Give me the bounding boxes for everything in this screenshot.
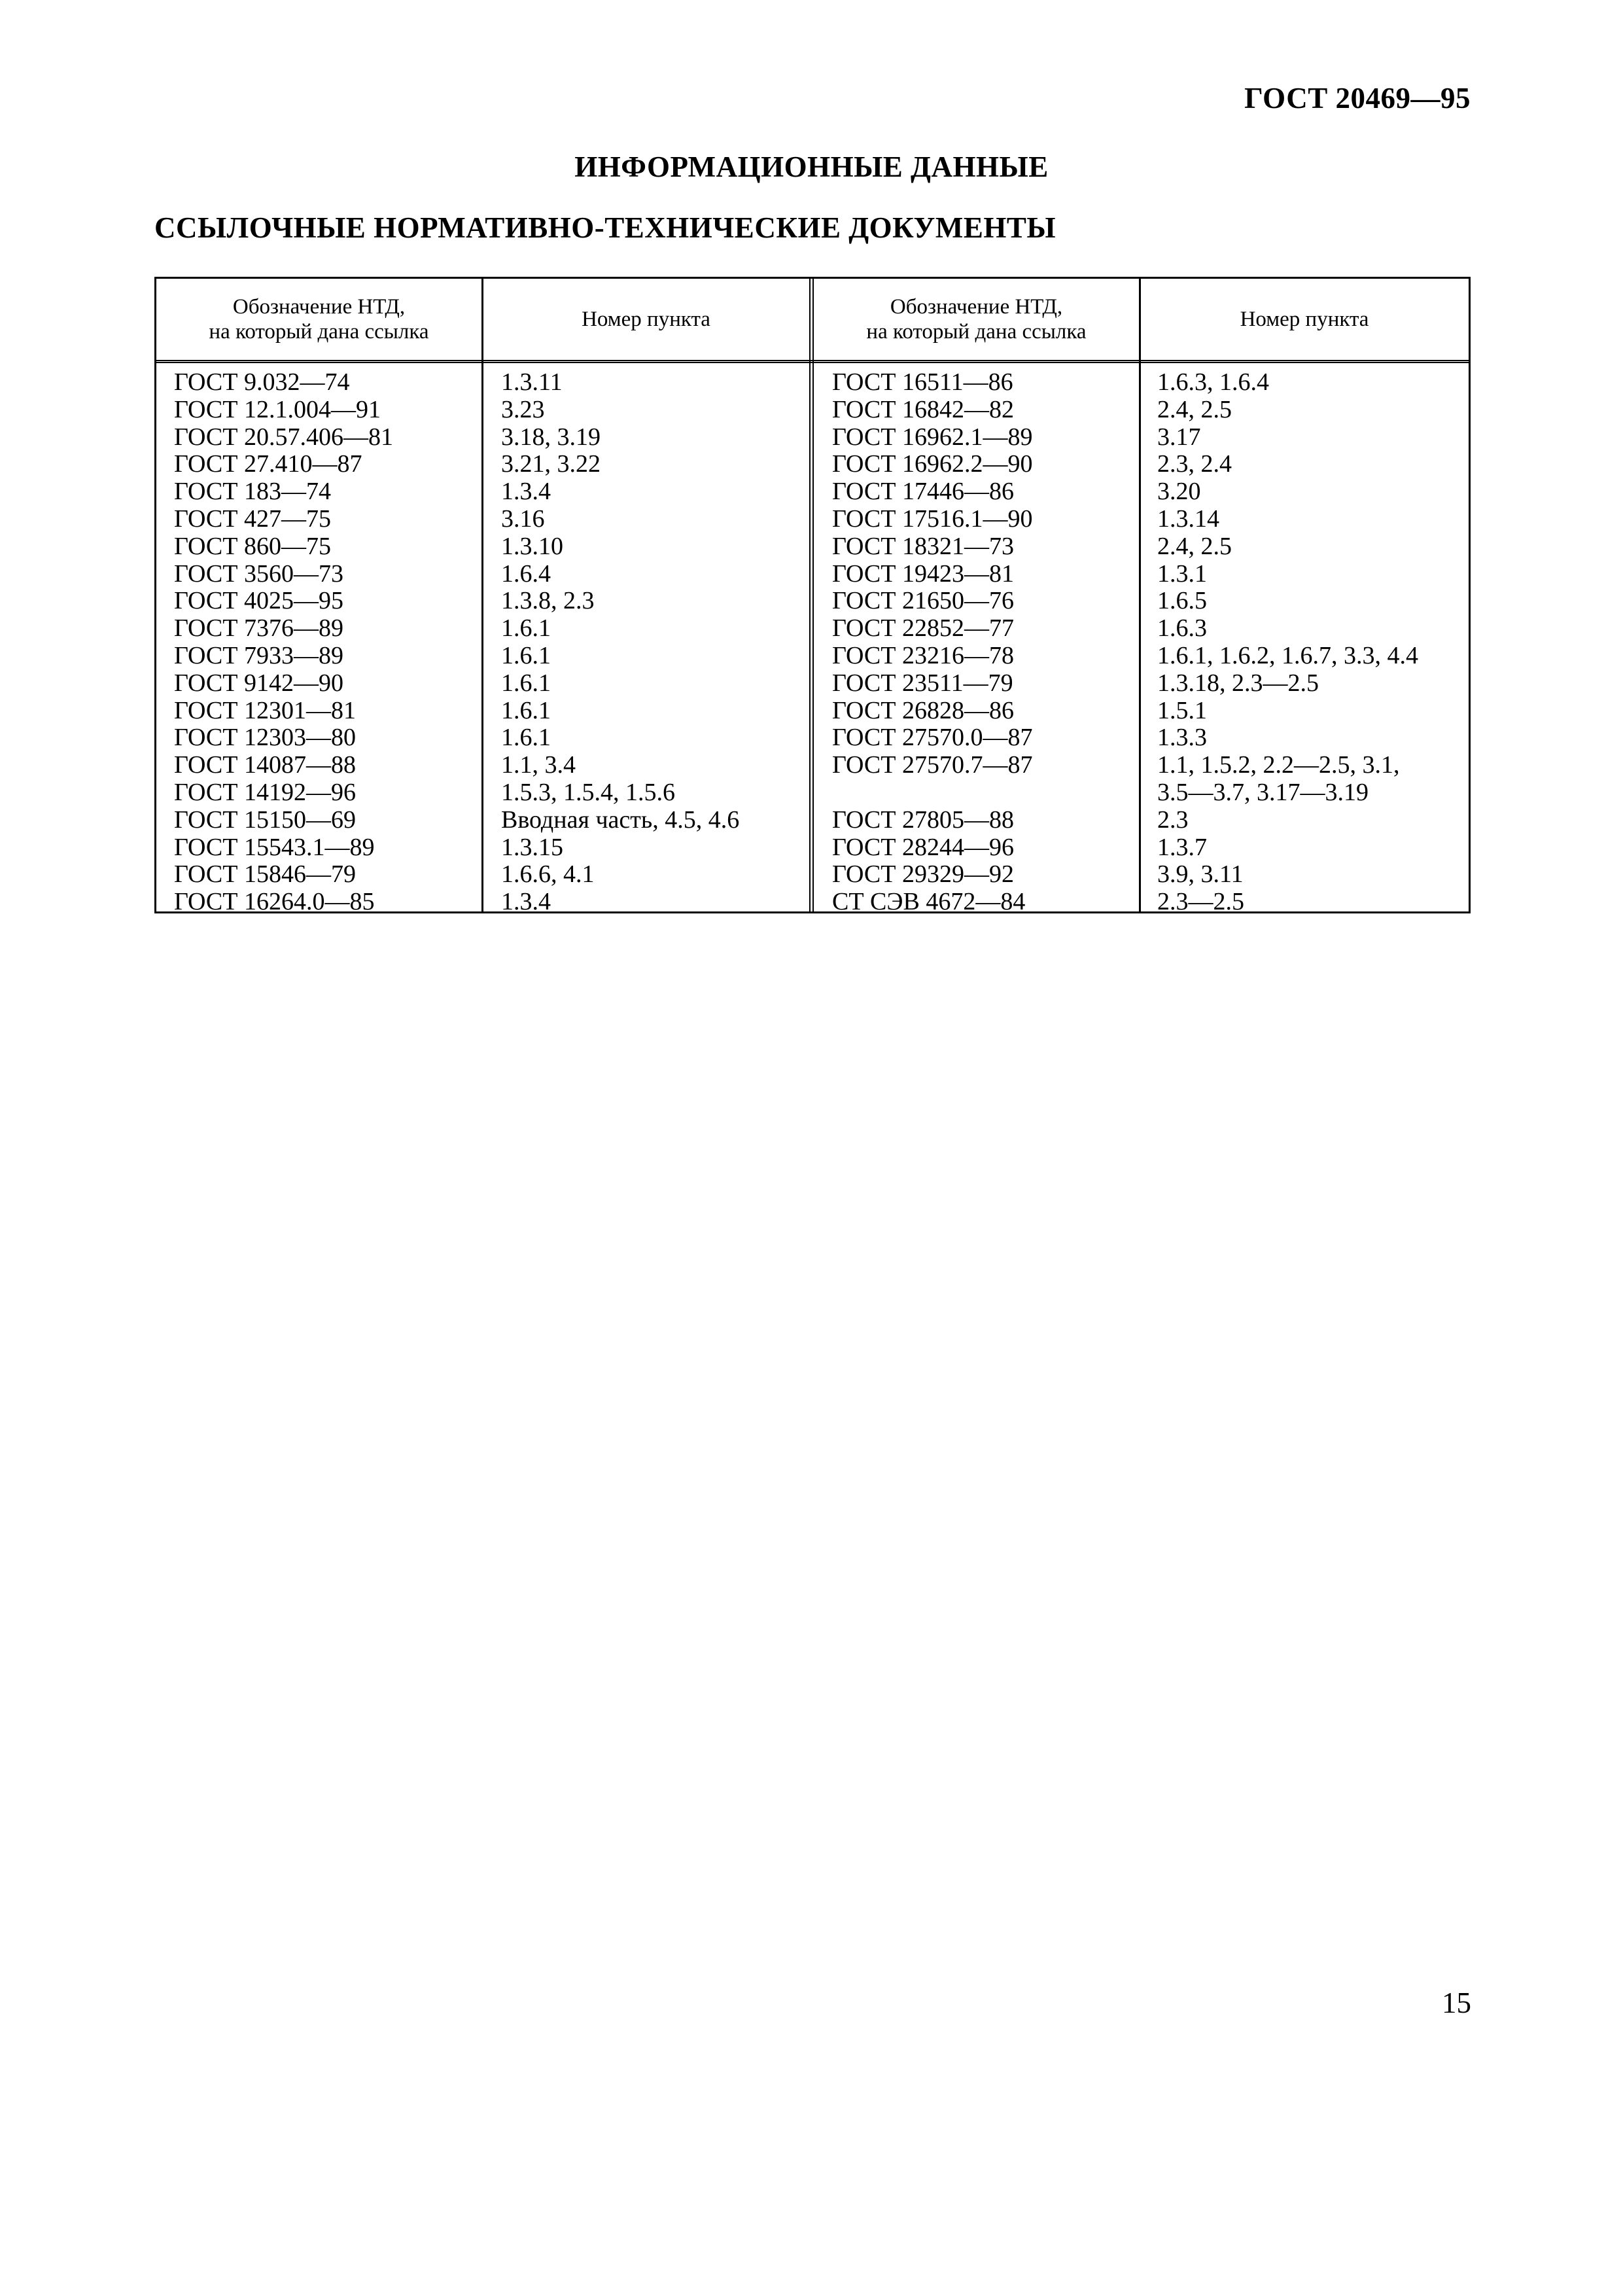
left-clause-column — [501, 369, 739, 916]
table-cell-clause: 3.23 — [501, 395, 545, 423]
table-cell-clause: 1.6.4 — [501, 559, 551, 588]
table-cell-clause: 1.6.3, 1.6.4 — [1157, 368, 1269, 396]
table-cell-designation: ГОСТ 15846—79 — [174, 860, 356, 889]
column-divider — [481, 279, 483, 911]
table-cell-clause: 1.3.7 — [1157, 833, 1207, 861]
header-designation-line1: Обозначение НТД, — [232, 295, 406, 319]
table-cell-designation: ГОСТ 16264.0—85 — [174, 888, 375, 916]
header-clause-left — [483, 279, 809, 360]
table-cell-clause: 1.6.1, 1.6.2, 1.6.7, 3.3, 4.4 — [1157, 641, 1418, 669]
table-cell-designation: ГОСТ 16511—86 — [832, 368, 1013, 396]
table-cell-clause: 3.5—3.7, 3.17—3.19 — [1157, 778, 1369, 806]
table-cell-clause: 1.3.10 — [501, 532, 563, 560]
table-cell-clause: 2.3 — [1157, 805, 1189, 834]
table-cell-designation: ГОСТ 20.57.406—81 — [174, 423, 393, 451]
header-designation-left — [156, 279, 481, 360]
table-cell-clause: 1.3.11 — [501, 368, 563, 396]
right-designation-column — [832, 369, 1033, 916]
table-cell-designation: ГОСТ 23511—79 — [832, 669, 1013, 697]
table-cell-designation: ГОСТ 22852—77 — [832, 614, 1014, 643]
table-cell-clause: 1.5.1 — [1157, 696, 1207, 724]
table-cell-designation: СТ СЭВ 4672—84 — [832, 888, 1026, 916]
table-cell-clause: 1.6.1 — [501, 724, 551, 752]
table-cell-designation: ГОСТ 183—74 — [174, 478, 331, 506]
table-cell-designation: ГОСТ 4025—95 — [174, 587, 343, 615]
table-cell-designation: ГОСТ 16842—82 — [832, 395, 1014, 423]
table-cell-designation: ГОСТ 27570.0—87 — [832, 724, 1033, 752]
table-cell-clause: 1.6.1 — [501, 641, 551, 669]
table-cell-clause: 2.4, 2.5 — [1157, 532, 1232, 560]
header-designation-right — [814, 279, 1139, 360]
table-cell-designation: ГОСТ 12301—81 — [174, 696, 356, 724]
table-cell-designation: ГОСТ 15543.1—89 — [174, 833, 375, 861]
table-cell-designation: ГОСТ 27805—88 — [832, 805, 1014, 834]
table-cell-clause: 1.6.5 — [1157, 587, 1207, 615]
table-cell-clause: 3.16 — [501, 504, 545, 533]
column-divider-double — [809, 279, 814, 911]
table-cell-clause: Вводная часть, 4.5, 4.6 — [501, 805, 740, 834]
table-cell-designation: ГОСТ 27.410—87 — [174, 450, 362, 478]
table-cell-clause: 3.9, 3.11 — [1157, 860, 1244, 889]
table-cell-clause: 1.3.14 — [1157, 504, 1219, 533]
table-cell-clause: 1.6.6, 4.1 — [501, 860, 595, 889]
table-cell-clause: 1.6.1 — [501, 696, 551, 724]
table-cell-designation: ГОСТ 427—75 — [174, 504, 331, 533]
table-cell-clause: 2.3, 2.4 — [1157, 450, 1232, 478]
table-cell-designation — [832, 779, 1033, 807]
table-cell-designation: ГОСТ 860—75 — [174, 532, 331, 560]
header-designation-line2: на который дана ссылка — [209, 320, 429, 344]
header-clause-label: Номер пункта — [582, 308, 710, 331]
table-cell-designation: ГОСТ 23216—78 — [832, 641, 1014, 669]
table-cell-clause: 2.3—2.5 — [1157, 888, 1244, 916]
right-clause-column — [1157, 369, 1418, 916]
table-cell-designation: ГОСТ 17446—86 — [832, 478, 1014, 506]
table-cell-designation: ГОСТ 16962.2—90 — [832, 450, 1033, 478]
table-cell-designation: ГОСТ 27570.7—87 — [832, 751, 1033, 779]
table-cell-clause: 1.3.8, 2.3 — [501, 587, 595, 615]
left-designation-column — [174, 369, 393, 916]
table-cell-clause: 1.3.15 — [501, 833, 563, 861]
document-code: ГОСТ 20469—95 — [1244, 82, 1471, 115]
header-clause-label: Номер пункта — [1240, 308, 1369, 331]
table-cell-designation: ГОСТ 3560—73 — [174, 559, 343, 588]
table-cell-designation: ГОСТ 12.1.004—91 — [174, 395, 381, 423]
table-cell-designation: ГОСТ 7933—89 — [174, 641, 343, 669]
table-cell-designation: ГОСТ 14087—88 — [174, 751, 356, 779]
table-cell-designation: ГОСТ 29329—92 — [832, 860, 1014, 889]
table-cell-clause: 1.5.3, 1.5.4, 1.5.6 — [501, 778, 675, 806]
table-cell-clause: 1.3.1 — [1157, 559, 1207, 588]
table-cell-designation: ГОСТ 21650—76 — [832, 587, 1014, 615]
table-cell-clause: 3.20 — [1157, 478, 1201, 506]
table-cell-designation: ГОСТ 9142—90 — [174, 669, 343, 697]
table-cell-clause: 3.17 — [1157, 423, 1201, 451]
header-designation-line2: на который дана ссылка — [866, 320, 1087, 344]
table-cell-clause: 3.18, 3.19 — [501, 423, 601, 451]
table-cell-clause: 3.21, 3.22 — [501, 450, 601, 478]
table-cell-designation: ГОСТ 17516.1—90 — [832, 504, 1033, 533]
section-subtitle: ССЫЛОЧНЫЕ НОРМАТИВНО-ТЕХНИЧЕСКИЕ ДОКУМЕНТЫ — [154, 211, 1056, 244]
table-cell-clause: 1.3.3 — [1157, 724, 1207, 752]
table-cell-clause: 1.6.1 — [501, 614, 551, 643]
table-cell-designation: ГОСТ 16962.1—89 — [832, 423, 1033, 451]
table-cell-designation: ГОСТ 15150—69 — [174, 805, 356, 834]
header-clause-right — [1141, 279, 1468, 360]
table-cell-clause: 2.4, 2.5 — [1157, 395, 1232, 423]
table-cell-clause: 1.3.4 — [501, 888, 551, 916]
table-cell-clause: 1.3.4 — [501, 478, 551, 506]
table-cell-designation: ГОСТ 7376—89 — [174, 614, 343, 643]
table-cell-clause: 1.6.1 — [501, 669, 551, 697]
header-designation-line1: Обозначение НТД, — [890, 295, 1063, 319]
page-number: 15 — [1442, 1987, 1471, 2019]
table-cell-designation: ГОСТ 12303—80 — [174, 724, 356, 752]
table-cell-designation: ГОСТ 28244—96 — [832, 833, 1014, 861]
section-title: ИНФОРМАЦИОННЫЕ ДАННЫЕ — [574, 150, 1049, 183]
table-cell-designation: ГОСТ 9.032—74 — [174, 368, 350, 396]
table-cell-clause: 1.1, 3.4 — [501, 751, 576, 779]
table-cell-designation: ГОСТ 14192—96 — [174, 778, 356, 806]
table-cell-clause: 1.3.18, 2.3—2.5 — [1157, 669, 1319, 697]
table-cell-clause: 1.6.3 — [1157, 614, 1207, 643]
references-table — [154, 277, 1471, 916]
table-cell-designation: ГОСТ 26828—86 — [832, 696, 1014, 724]
column-divider — [1139, 279, 1141, 911]
table-cell-designation: ГОСТ 19423—81 — [832, 559, 1014, 588]
table-cell-clause: 1.1, 1.5.2, 2.2—2.5, 3.1, — [1157, 751, 1400, 779]
table-cell-designation: ГОСТ 18321—73 — [832, 532, 1014, 560]
